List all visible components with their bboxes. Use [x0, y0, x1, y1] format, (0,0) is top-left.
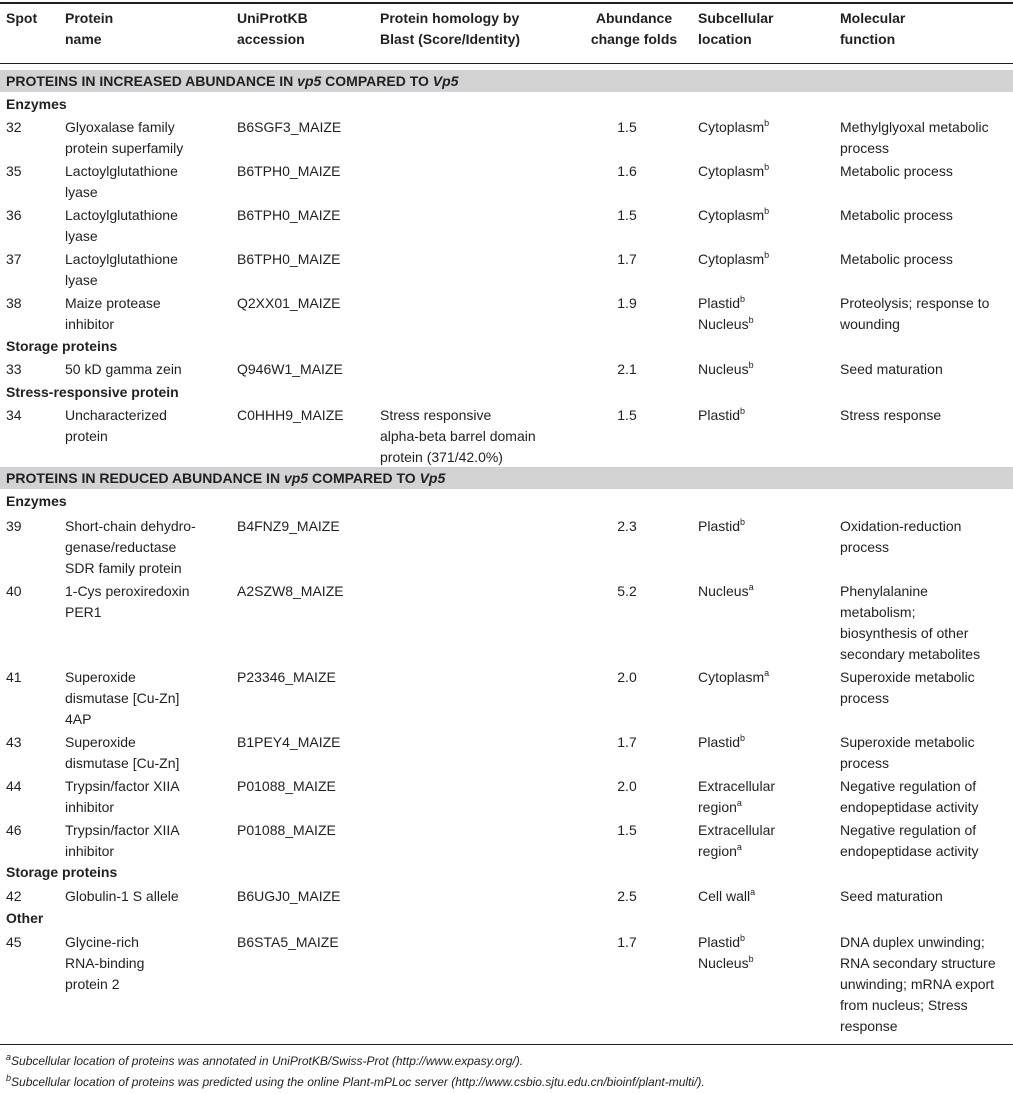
location-text: Cytoplasm [698, 119, 765, 135]
section-title-part: Vp5 [432, 73, 459, 89]
cell-line: Seed maturation [840, 888, 943, 904]
cell-line: protein 2 [65, 976, 120, 992]
cell-line: Seed maturation [840, 361, 943, 377]
cell-line: RNA secondary structure [840, 955, 996, 971]
location-line [698, 359, 754, 380]
protein-name-cell [65, 293, 161, 335]
accession-cell: B6SGF3_MAIZE [237, 119, 342, 135]
protein-name-cell [65, 405, 167, 447]
location-text: Cell wall [698, 888, 751, 904]
location-footnote-mark: a [748, 582, 754, 592]
cell-line: protein [65, 428, 108, 444]
footnote-a: $^a$Subcellular location of proteins was annotated in UniProtKB/Swiss-Prot (http://www.expasy.org/). [6, 1052, 524, 1068]
fold-cell: 1.5 [617, 407, 637, 423]
header-accession: UniProtKB accession [237, 10, 308, 47]
protein-name-cell [65, 776, 180, 818]
location-line [698, 776, 775, 797]
location-line [698, 249, 769, 270]
header-abundance: Abundance change folds [590, 10, 678, 47]
header-spot: Spot [6, 10, 38, 26]
fold-cell: 2.0 [617, 778, 637, 794]
accession-cell: B4FNZ9_MAIZE [237, 518, 340, 534]
location-text: Plastid [698, 934, 741, 950]
location-line [698, 886, 755, 907]
cell-line: Trypsin/factor XIIA [65, 822, 180, 838]
cell-line: unwinding; mRNA export [840, 976, 995, 992]
cell-line: Lactoylglutathione [65, 207, 178, 223]
accession-cell: B1PEY4_MAIZE [237, 734, 341, 750]
location-text: Nucleus [698, 361, 749, 377]
spot-cell: 39 [6, 518, 22, 534]
accession-cell: A2SZW8_MAIZE [237, 583, 344, 599]
spot-cell: 46 [6, 822, 22, 838]
location-line [698, 797, 775, 818]
location-line [698, 581, 754, 602]
section-heading [0, 70, 1013, 92]
accession-cell: Q2XX01_MAIZE [237, 295, 341, 311]
cell-line: protein (371/42.0%) [380, 449, 503, 465]
location-line [698, 405, 745, 426]
accession-cell: B6TPH0_MAIZE [237, 163, 341, 179]
location-line [698, 732, 745, 753]
accession-cell: B6UGJ0_MAIZE [237, 888, 341, 904]
protein-name-cell [65, 932, 144, 995]
cell-line: Lactoylglutathione [65, 163, 178, 179]
location-footnote-mark: a [750, 887, 756, 897]
cell-line: dismutase [Cu-Zn] [65, 755, 180, 771]
fold-cell: 1.7 [617, 734, 637, 750]
cell-line: Stress response [840, 407, 942, 423]
accession-cell: P01088_MAIZE [237, 778, 336, 794]
location-line [698, 293, 754, 314]
location-line [698, 932, 754, 953]
category-text: Enzymes [6, 493, 67, 509]
location-footnote-mark: b [748, 954, 754, 964]
section-title-part: vp5 [283, 470, 309, 486]
spot-cell: 44 [6, 778, 22, 794]
location-text: Cytoplasm [698, 669, 765, 685]
location-text: region [698, 843, 737, 859]
header-location: Subcellular location [698, 10, 774, 47]
spot-cell: 41 [6, 669, 22, 685]
cell-line: endopeptidase activity [840, 843, 979, 859]
cell-line: Stress responsive [380, 407, 492, 423]
section-title-part: PROTEINS IN REDUCED ABUNDANCE IN [6, 470, 284, 486]
location-line [698, 516, 745, 537]
cell-line: inhibitor [65, 843, 115, 859]
section-title [6, 70, 458, 92]
accession-cell: B6TPH0_MAIZE [237, 207, 341, 223]
location-text: Nucleus [698, 583, 749, 599]
location-text: Plastid [698, 407, 741, 423]
location-text: Cytoplasm [698, 163, 765, 179]
function-cell [840, 886, 943, 907]
location-text: Extracellular [698, 822, 776, 838]
location-cell [698, 516, 745, 537]
function-cell [840, 293, 989, 335]
cell-line: Trypsin/factor XIIA [65, 778, 180, 794]
cell-line: Phenylalanine [840, 583, 928, 599]
location-cell [698, 405, 745, 426]
spot-cell: 33 [6, 361, 22, 377]
location-footnote-mark: b [748, 360, 754, 370]
fold-cell: 1.9 [617, 295, 637, 311]
location-text: Plastid [698, 734, 741, 750]
cell-line: response [840, 1018, 898, 1034]
cell-line: process [840, 755, 890, 771]
location-footnote-mark: b [740, 933, 746, 943]
cell-line: process [840, 690, 890, 706]
location-footnote-mark: b [764, 118, 770, 128]
function-cell [840, 820, 979, 862]
location-text: Plastid [698, 518, 741, 534]
cell-line: inhibitor [65, 799, 115, 815]
location-line [698, 953, 754, 974]
cell-line: Superoxide metabolic [840, 669, 975, 685]
top-rule [0, 2, 1013, 4]
location-cell [698, 932, 754, 974]
spot-cell: 37 [6, 251, 22, 267]
spot-cell: 34 [6, 407, 22, 423]
cell-line: inhibitor [65, 316, 115, 332]
accession-cell: P01088_MAIZE [237, 822, 336, 838]
cell-line: Lactoylglutathione [65, 251, 178, 267]
cell-line: Metabolic process [840, 207, 953, 223]
category-text: Stress-responsive protein [6, 384, 179, 400]
accession-cell: P23346_MAIZE [237, 669, 336, 685]
protein-name-cell [65, 249, 178, 291]
protein-name-cell [65, 732, 179, 774]
function-cell [840, 405, 941, 426]
function-cell [840, 249, 953, 270]
spot-cell: 32 [6, 119, 22, 135]
protein-name-cell [65, 667, 179, 730]
spot-cell: 42 [6, 888, 22, 904]
function-cell [840, 516, 961, 558]
location-line [698, 161, 769, 182]
bottom-rule [0, 1044, 1013, 1045]
cell-line: 1-Cys peroxiredoxin [65, 583, 190, 599]
cell-line: DNA duplex unwinding; [840, 934, 985, 950]
location-cell [698, 293, 754, 335]
cell-line: lyase [65, 184, 98, 200]
fold-cell: 1.7 [617, 934, 637, 950]
fold-cell: 1.5 [617, 119, 637, 135]
section-title [6, 467, 445, 489]
location-line [698, 667, 769, 688]
cell-line: Proteolysis; response to [840, 295, 990, 311]
cell-line: Superoxide metabolic [840, 734, 975, 750]
table-header [0, 8, 1013, 58]
cell-line: SDR family protein [65, 560, 182, 576]
cell-line: process [840, 539, 890, 555]
location-footnote-mark: b [740, 294, 746, 304]
cell-line: Negative regulation of [840, 778, 977, 794]
location-footnote-mark: a [736, 798, 742, 808]
location-cell [698, 249, 769, 270]
section-title-part: vp5 [297, 73, 322, 89]
cell-line: secondary metabolites [840, 646, 981, 662]
cell-line: process [840, 140, 890, 156]
cell-line: metabolism; [840, 604, 916, 620]
cell-line: Glyoxalase family [65, 119, 175, 135]
cell-line: Superoxide [65, 734, 136, 750]
cell-line: alpha-beta barrel domain [380, 428, 536, 444]
category-text: Storage proteins [6, 864, 118, 880]
cell-line: Metabolic process [840, 251, 953, 267]
location-footnote-mark: a [764, 668, 770, 678]
cell-line: endopeptidase activity [840, 799, 979, 815]
location-cell [698, 820, 775, 862]
location-text: Plastid [698, 295, 741, 311]
header-homology: Protein homology by Blast (Score/Identity) [380, 10, 521, 47]
fold-cell: 1.7 [617, 251, 637, 267]
spot-cell: 38 [6, 295, 22, 311]
cell-line: PER1 [65, 604, 102, 620]
category-text: Enzymes [6, 96, 67, 112]
cell-line: Metabolic process [840, 163, 953, 179]
cell-line: Uncharacterized [65, 407, 167, 423]
cell-line: wounding [840, 316, 900, 332]
fold-cell: 1.6 [617, 163, 637, 179]
homology-cell [380, 405, 536, 468]
protein-name-cell [65, 205, 178, 247]
cell-line: protein superfamily [65, 140, 184, 156]
category-text: Storage proteins [6, 338, 118, 354]
cell-line: Oxidation-reduction [840, 518, 962, 534]
category-text: Other [6, 910, 44, 926]
cell-line: Superoxide [65, 669, 136, 685]
location-line [698, 820, 775, 841]
location-cell [698, 581, 754, 602]
accession-cell: C0HHH9_MAIZE [237, 407, 344, 423]
cell-line: lyase [65, 228, 98, 244]
section-title-part: PROTEINS IN INCREASED ABUNDANCE IN [6, 73, 298, 89]
cell-line: genase/reductase [65, 539, 177, 555]
protein-name-cell [65, 161, 178, 203]
spot-cell: 35 [6, 163, 22, 179]
spot-cell: 36 [6, 207, 22, 223]
location-footnote-mark: b [764, 162, 770, 172]
accession-cell: B6TPH0_MAIZE [237, 251, 341, 267]
fold-cell: 2.5 [617, 888, 637, 904]
cell-line: 4AP [65, 711, 92, 727]
location-text: Cytoplasm [698, 251, 765, 267]
location-line [698, 117, 769, 138]
fold-cell: 2.0 [617, 669, 637, 685]
location-cell [698, 886, 755, 907]
protein-name-cell [65, 117, 183, 159]
fold-cell: 1.5 [617, 822, 637, 838]
function-cell [840, 732, 975, 774]
cell-line: lyase [65, 272, 98, 288]
location-cell [698, 117, 769, 138]
location-cell [698, 359, 754, 380]
protein-name-cell [65, 581, 190, 623]
fold-cell: 1.5 [617, 207, 637, 223]
location-text: Extracellular [698, 778, 776, 794]
spot-cell: 43 [6, 734, 22, 750]
cell-line: Maize protease [65, 295, 161, 311]
function-cell [840, 932, 996, 1037]
cell-line: 50 kD gamma zein [65, 361, 182, 377]
location-footnote-mark: b [764, 250, 770, 260]
spot-cell: 45 [6, 934, 22, 950]
cell-line: Globulin-1 S allele [65, 888, 179, 904]
cell-line: Glycine-rich [65, 934, 139, 950]
location-text: Nucleus [698, 955, 749, 971]
section-title-part: COMPARED TO [321, 73, 433, 89]
location-text: Nucleus [698, 316, 749, 332]
function-cell [840, 359, 943, 380]
accession-cell: B6STA5_MAIZE [237, 934, 339, 950]
function-cell [840, 117, 989, 159]
function-cell [840, 205, 953, 226]
protein-name-cell [65, 820, 180, 862]
location-cell [698, 732, 745, 753]
footnote-b: $^b$Subcellular location of proteins was predicted using the online Plant-mPLoc server (http://www.csbio.sjtu.edu.cn/bioinf/plant-multi/). [6, 1073, 705, 1089]
location-footnote-mark: b [740, 733, 746, 743]
cell-line: RNA-binding [65, 955, 145, 971]
location-cell [698, 161, 769, 182]
location-cell [698, 667, 769, 688]
protein-name-cell [65, 886, 179, 907]
location-line [698, 841, 775, 862]
cell-line: from nucleus; Stress [840, 997, 968, 1013]
location-footnote-mark: b [748, 315, 754, 325]
protein-name-cell [65, 359, 182, 380]
cell-line: Methylglyoxal metabolic [840, 119, 989, 135]
cell-line: biosynthesis of other [840, 625, 969, 641]
cell-line: dismutase [Cu-Zn] [65, 690, 180, 706]
header-function: Molecular function [840, 10, 906, 47]
location-line [698, 205, 769, 226]
function-cell [840, 776, 979, 818]
spot-cell: 40 [6, 583, 22, 599]
fold-cell: 5.2 [617, 583, 637, 599]
section-title-part: COMPARED TO [308, 470, 420, 486]
location-footnote-mark: b [764, 206, 770, 216]
location-footnote-mark: b [740, 517, 746, 527]
fold-cell: 2.3 [617, 518, 637, 534]
section-heading [0, 467, 1013, 489]
cell-line: Negative regulation of [840, 822, 977, 838]
protein-name-cell [65, 516, 196, 579]
function-cell [840, 581, 980, 665]
location-text: region [698, 799, 737, 815]
fold-cell: 2.1 [617, 361, 637, 377]
section-title-part: Vp5 [419, 470, 446, 486]
location-line [698, 314, 754, 335]
cell-line: Short-chain dehydro- [65, 518, 196, 534]
location-cell [698, 205, 769, 226]
location-cell [698, 776, 775, 818]
location-text: Cytoplasm [698, 207, 765, 223]
header-protein-name: Protein name [65, 10, 114, 47]
location-footnote-mark: a [736, 842, 742, 852]
function-cell [840, 667, 975, 709]
location-footnote-mark: b [740, 406, 746, 416]
header-rule [0, 63, 1013, 64]
accession-cell: Q946W1_MAIZE [237, 361, 343, 377]
function-cell [840, 161, 953, 182]
